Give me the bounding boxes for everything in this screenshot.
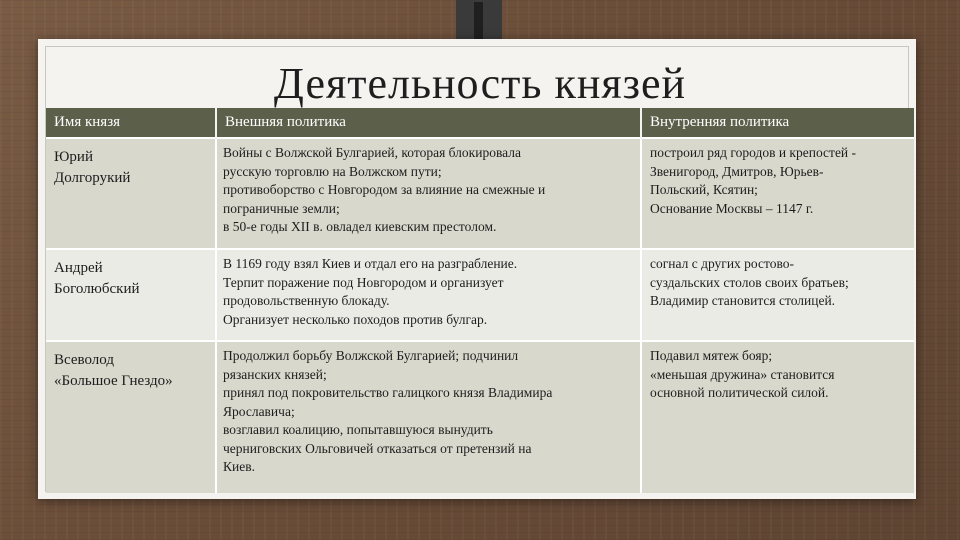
text-line: Киев. — [223, 459, 255, 474]
external-policy-cell — [216, 341, 641, 493]
text-line: «меньшая дружина» становится — [650, 366, 835, 382]
text-line: основной политической силой. — [650, 385, 829, 400]
text-line: Войны с Волжской Булгарией, которая блокировала — [223, 145, 521, 160]
prince-name-cell — [46, 249, 216, 341]
name-line: Всеволод — [54, 352, 114, 368]
name-line: Андрей — [54, 260, 103, 276]
internal-policy-cell — [641, 341, 914, 493]
table-row — [46, 138, 914, 249]
text-line: Подавил мятеж бояр; — [650, 348, 773, 363]
prince-name-cell — [46, 138, 216, 249]
text-line: Владимир становится столицей. — [650, 293, 836, 308]
text-line: принял под покровительство галицкого князя Владимира — [223, 385, 553, 400]
table-row — [46, 249, 914, 341]
external-policy-cell — [216, 249, 641, 341]
text-line: возглавил коалицию, попытавшуюся вынудить — [223, 422, 493, 437]
header-name: Имя князя — [46, 108, 216, 138]
text-line: В 1169 году взял Киев и отдал его на разграбление. — [223, 256, 518, 271]
table-header-row — [46, 108, 914, 138]
text-line: пограничные земли; — [223, 200, 340, 216]
text-line: Основание Москвы – 1147 г. — [650, 200, 814, 216]
text-line: Ярославича; — [223, 403, 295, 419]
text-line: Организует несколько походов против булгар. — [223, 311, 488, 327]
name-line: Долгорукий — [54, 170, 131, 186]
text-line: в 50-е годы XII в. овладел киевским престолом. — [223, 219, 497, 234]
princes-table — [46, 108, 914, 493]
prince-name-cell — [46, 341, 216, 493]
text-line: Польский, Ксятин; — [650, 182, 758, 197]
slide-title: Деятельность князей — [273, 59, 687, 108]
text-line: согнал с других ростово- — [650, 256, 794, 271]
name-line: Юрий — [54, 149, 93, 165]
text-line: черниговских Ольговичей отказаться от претензий на — [223, 440, 532, 456]
text-line: Продолжил борьбу Волжской Булгарией; подчинил — [223, 348, 519, 363]
text-line: противоборство с Новгородом за влияние на смежные и — [223, 182, 546, 197]
name-line: «Большое Гнездо» — [54, 373, 173, 389]
external-policy-cell — [216, 138, 641, 249]
text-line: суздальских столов своих братьев; — [650, 274, 849, 290]
text-line: Звенигород, Дмитров, Юрьев- — [650, 163, 824, 179]
text-line: продовольственную блокаду. — [223, 293, 390, 308]
header-external-policy: Внешняя политика — [216, 108, 641, 138]
header-internal-policy: Внутренняя политика — [641, 108, 914, 138]
text-line: построил ряд городов и крепостей - — [650, 145, 857, 160]
text-line: Терпит поражение под Новгородом и организует — [223, 274, 504, 290]
internal-policy-cell — [641, 249, 914, 341]
name-line: Боголюбский — [54, 281, 140, 297]
internal-policy-cell — [641, 138, 914, 249]
text-line: русскую торговлю на Волжском пути; — [223, 163, 442, 179]
table-row — [46, 341, 914, 493]
text-line: рязанских князей; — [223, 366, 327, 382]
